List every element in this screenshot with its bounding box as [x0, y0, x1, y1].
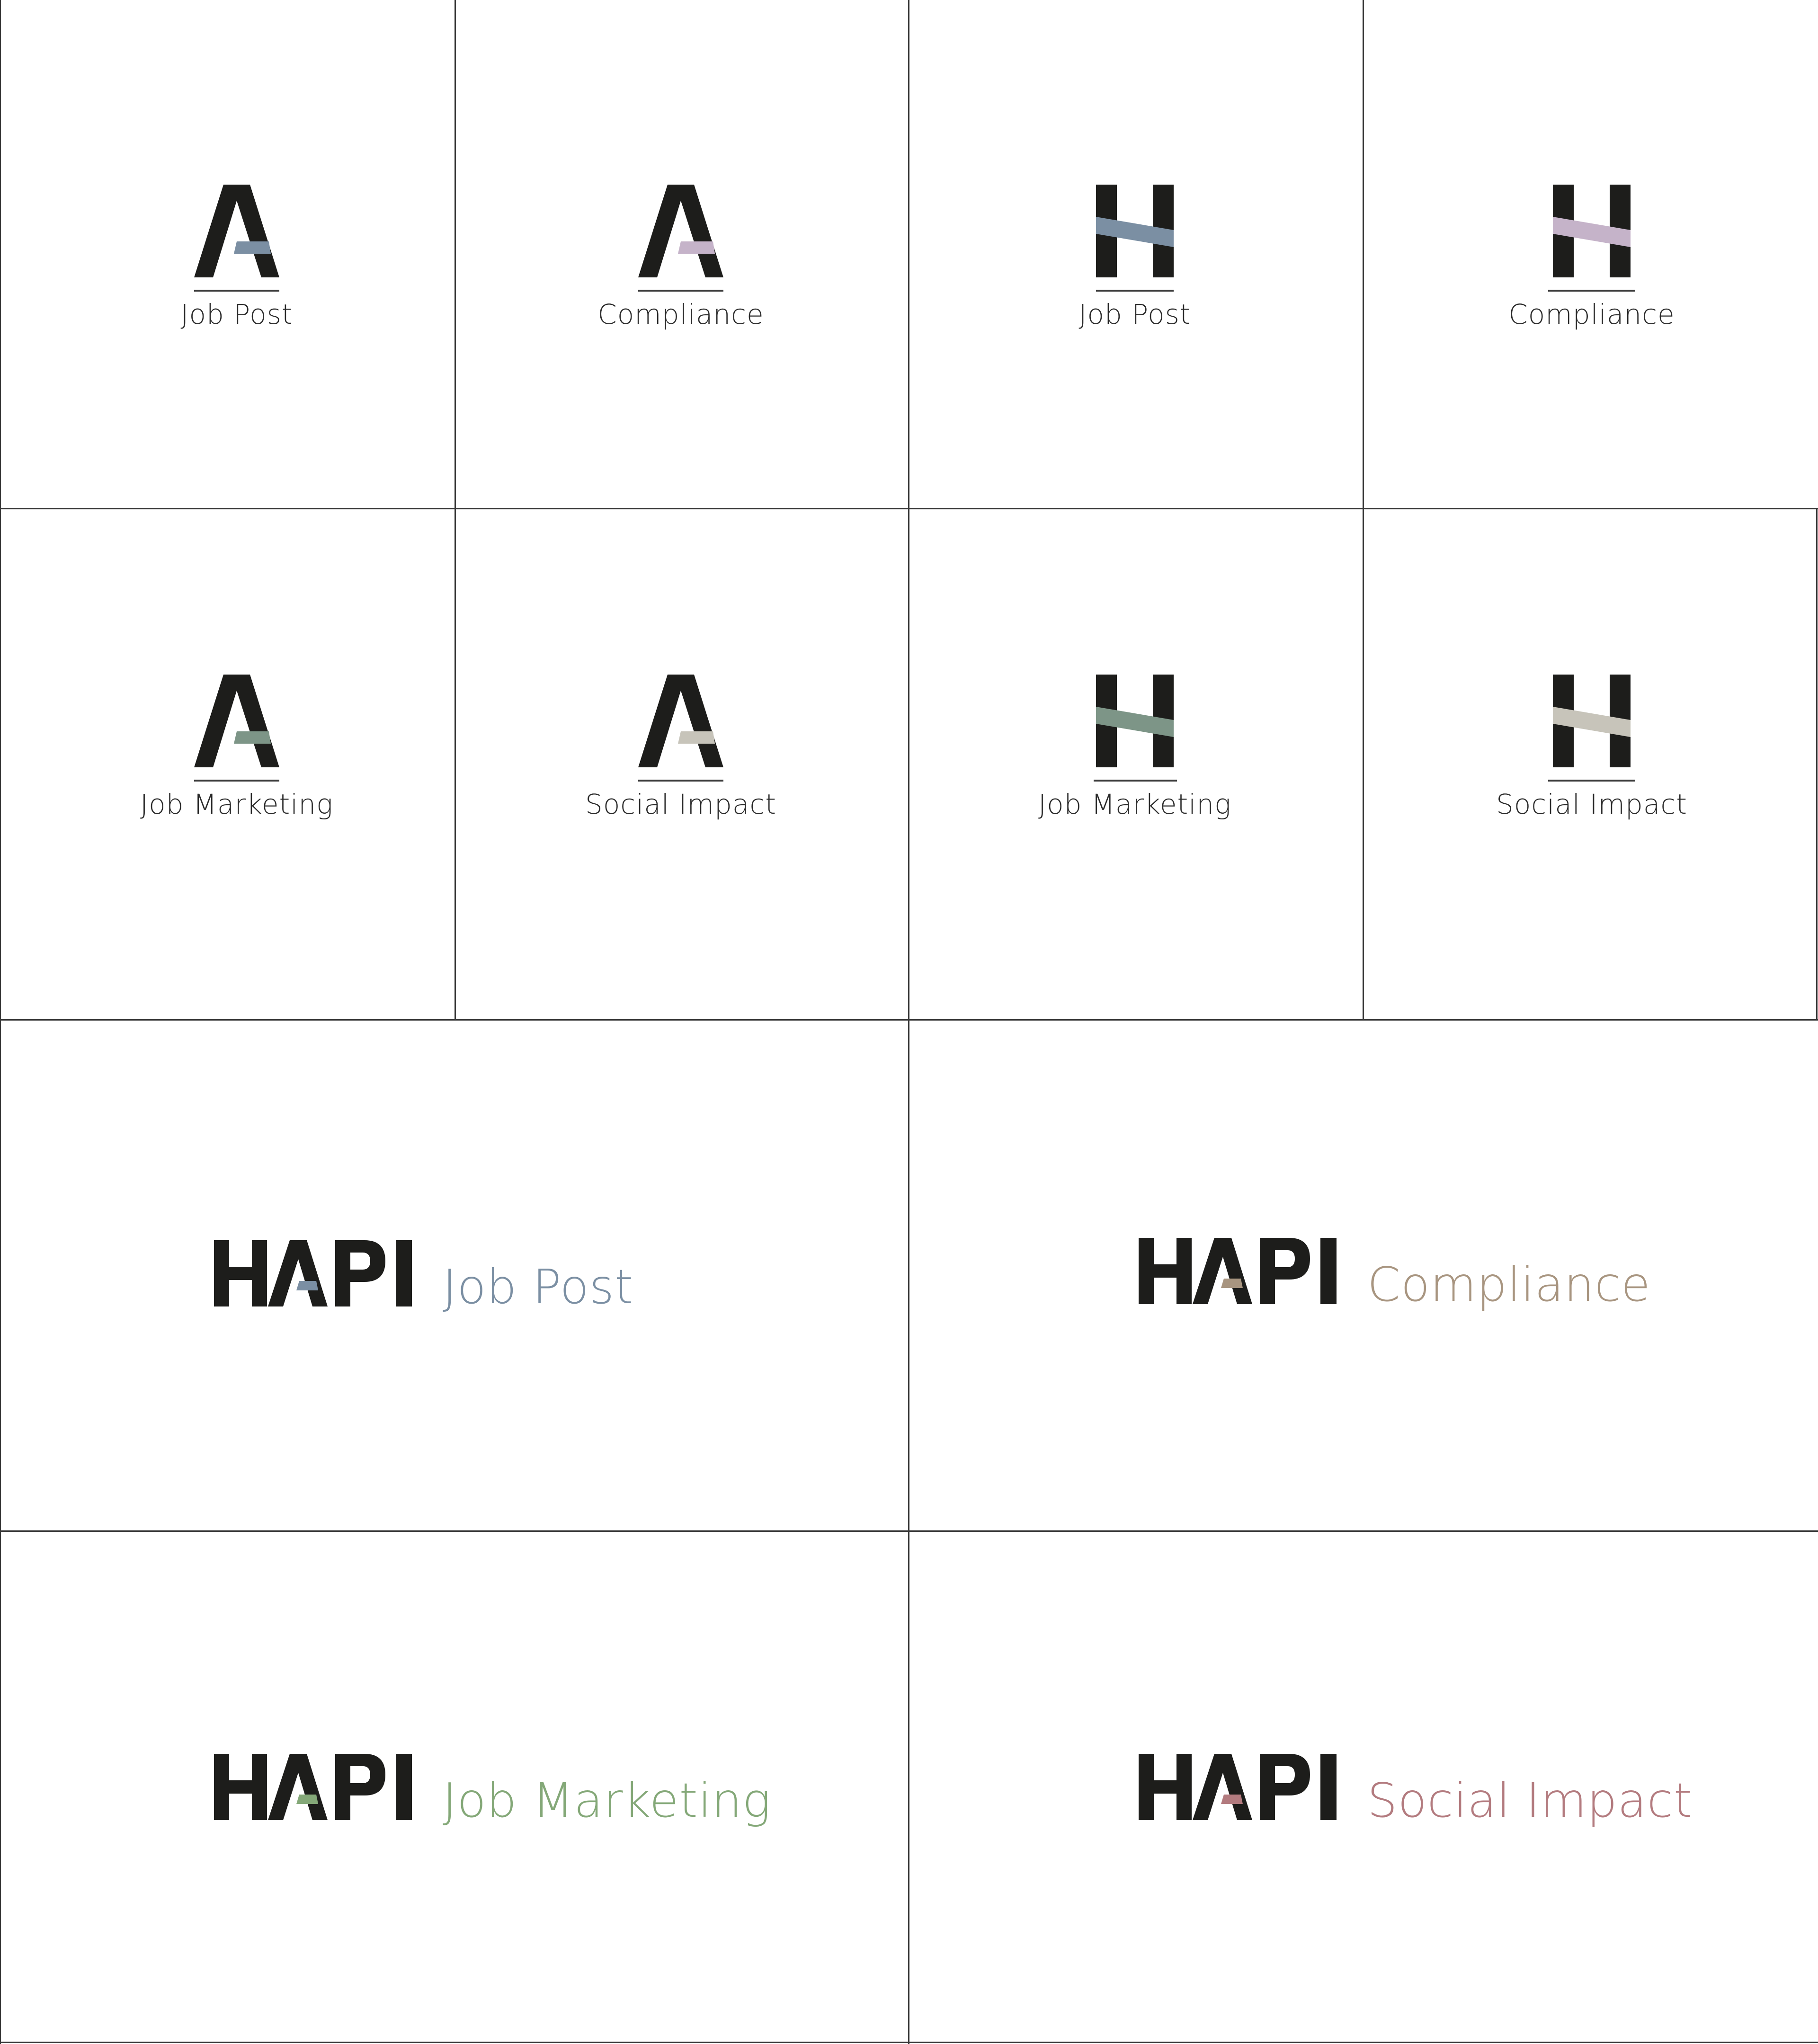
hapi-logo — [214, 1240, 419, 1306]
accent-bar — [678, 241, 715, 254]
grid-line-h-1 — [0, 508, 1818, 509]
hapi-logo — [214, 1754, 419, 1820]
grid-line-v-right — [1816, 508, 1818, 1020]
mark-underline — [1094, 780, 1177, 782]
mark-label: Social Impact — [585, 788, 776, 820]
grid-line-v-row1-b — [1363, 0, 1364, 1020]
mark-label: Job Marketing — [1038, 788, 1231, 820]
grid-line-h-3 — [0, 1530, 1818, 1532]
mark-underline — [638, 290, 723, 292]
mark-label: Social Impact — [1496, 788, 1687, 820]
accent-bar — [678, 731, 715, 744]
product-name: Job Marketing — [443, 1773, 771, 1828]
product-name: Compliance — [1367, 1257, 1651, 1312]
mark-label: Job Post — [1078, 298, 1191, 330]
grid-line-v-left — [0, 0, 1, 2044]
accent-bar — [234, 241, 271, 254]
mark-label: Job Marketing — [140, 788, 333, 820]
grid-line-v-center — [908, 0, 909, 2044]
accent-bar — [234, 731, 271, 744]
h-letter-icon — [1096, 185, 1174, 279]
h-letter-icon — [1553, 185, 1631, 279]
a-letter-icon — [194, 185, 279, 279]
hapi-logo — [1139, 1238, 1343, 1304]
mark-underline — [194, 780, 279, 782]
mark-underline — [1548, 780, 1635, 782]
a-letter-icon — [638, 675, 723, 769]
mark-label: Job Post — [180, 298, 293, 330]
accent-bar — [1221, 1795, 1243, 1804]
mark-label: Compliance — [597, 298, 764, 330]
accent-bar — [296, 1281, 318, 1290]
mark-underline — [638, 780, 723, 782]
grid-line-h-2 — [0, 1019, 1818, 1021]
mark-underline — [1096, 290, 1174, 292]
grid-line-v-row1-a — [454, 0, 456, 1020]
accent-bar — [296, 1795, 318, 1804]
product-name: Job Post — [443, 1259, 634, 1315]
h-letter-icon — [1096, 675, 1174, 769]
a-letter-icon — [194, 675, 279, 769]
mark-underline — [194, 290, 279, 292]
hapi-logo — [1139, 1754, 1343, 1820]
mark-label: Compliance — [1508, 298, 1675, 330]
h-letter-icon — [1553, 675, 1631, 769]
a-letter-icon — [638, 185, 723, 279]
grid-line-h-bottom — [0, 2042, 1818, 2043]
product-name: Social Impact — [1367, 1773, 1693, 1828]
mark-underline — [1548, 290, 1635, 292]
accent-bar — [1221, 1279, 1243, 1288]
